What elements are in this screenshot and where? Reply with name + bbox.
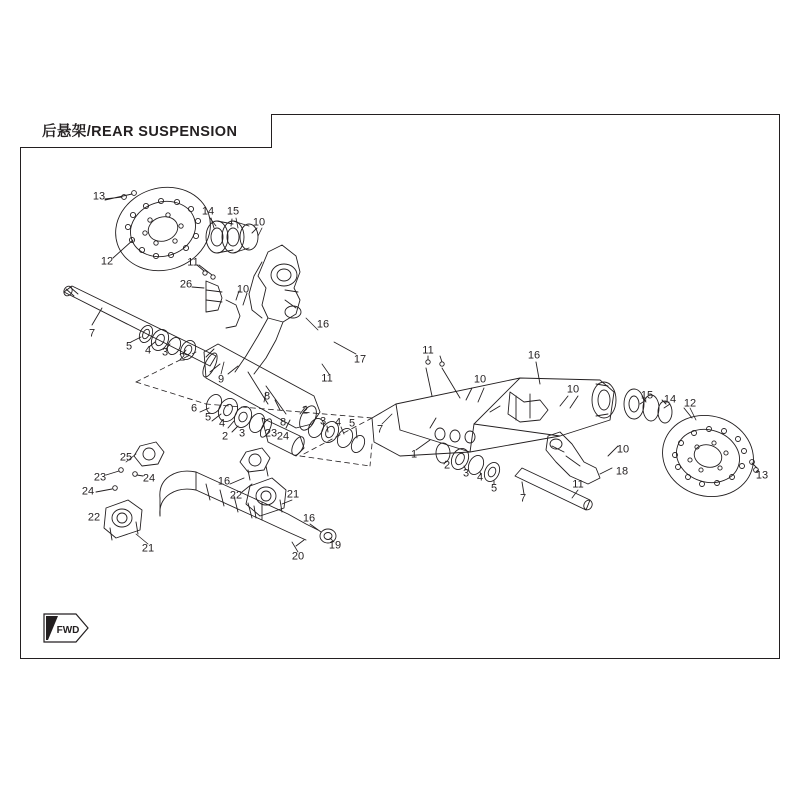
callout-number: 20 (291, 550, 305, 563)
callout-number: 16 (316, 318, 330, 331)
callout-number: 4 (218, 417, 226, 430)
callout-number: 10 (252, 216, 266, 229)
callout-number: 21 (141, 542, 155, 555)
callout-number: 19 (328, 539, 342, 552)
callout-number: 3 (462, 467, 470, 480)
callout-number: 7 (376, 423, 384, 436)
callout-number: 8 (279, 416, 287, 429)
callout-number: 24 (142, 472, 156, 485)
callout-number: 8 (263, 390, 271, 403)
callout-number: 24 (81, 485, 95, 498)
callout-number: 21 (286, 488, 300, 501)
callout-number: 5 (348, 417, 356, 430)
callout-number: 11 (422, 344, 434, 357)
page-title: 后悬架/REAR SUSPENSION (42, 124, 238, 140)
callout-number: 11 (187, 256, 199, 269)
callout-number: 4 (144, 344, 152, 357)
callout-number: 22 (229, 489, 243, 502)
callout-number: 24 (276, 430, 290, 443)
callout-number: 5 (490, 482, 498, 495)
callout-number: 13 (755, 469, 769, 482)
callout-number: 2 (221, 430, 229, 443)
callout-number: 17 (353, 353, 367, 366)
callout-number: 9 (217, 373, 225, 386)
callout-number: 10 (616, 443, 630, 456)
callout-number: 4 (476, 471, 484, 484)
diagram-frame (20, 114, 780, 659)
callout-number: 12 (100, 255, 114, 268)
callout-number: 5 (125, 340, 133, 353)
callout-number: 7 (519, 492, 527, 505)
callout-number: 23 (93, 471, 107, 484)
callout-number: 7 (88, 327, 96, 340)
callout-number: 3 (161, 346, 169, 359)
callout-number: 6 (190, 402, 198, 415)
callout-number: 16 (527, 349, 541, 362)
callout-number: 15 (226, 205, 240, 218)
callout-number: 10 (236, 283, 250, 296)
plate-title-box (20, 114, 272, 148)
fwd-label: FWD (56, 625, 80, 636)
callout-number: 13 (92, 190, 106, 203)
callout-number: 11 (572, 478, 584, 491)
callout-number: 2 (178, 351, 186, 364)
fwd-direction-badge (42, 612, 90, 646)
callout-number: 12 (683, 397, 697, 410)
callout-number: 2 (443, 459, 451, 472)
callout-number: 26 (179, 278, 193, 291)
callout-number: 22 (87, 511, 101, 524)
callout-number: 25 (119, 451, 133, 464)
callout-number: 4 (334, 416, 342, 429)
callout-number: 5 (204, 411, 212, 424)
callout-number: 18 (615, 465, 629, 478)
callout-number: 16 (217, 475, 231, 488)
callout-number: 1 (410, 448, 418, 461)
callout-number: 14 (201, 205, 215, 218)
callout-number: 3 (238, 427, 246, 440)
callout-number: 14 (663, 393, 677, 406)
callout-number: 15 (640, 389, 654, 402)
callout-number: 10 (473, 373, 487, 386)
callout-number: 23 (264, 427, 278, 440)
callout-number: 10 (566, 383, 580, 396)
callout-number: 2 (301, 404, 309, 417)
callout-number: 3 (319, 415, 327, 428)
callout-number: 11 (321, 372, 333, 385)
callout-number: 16 (302, 512, 316, 525)
